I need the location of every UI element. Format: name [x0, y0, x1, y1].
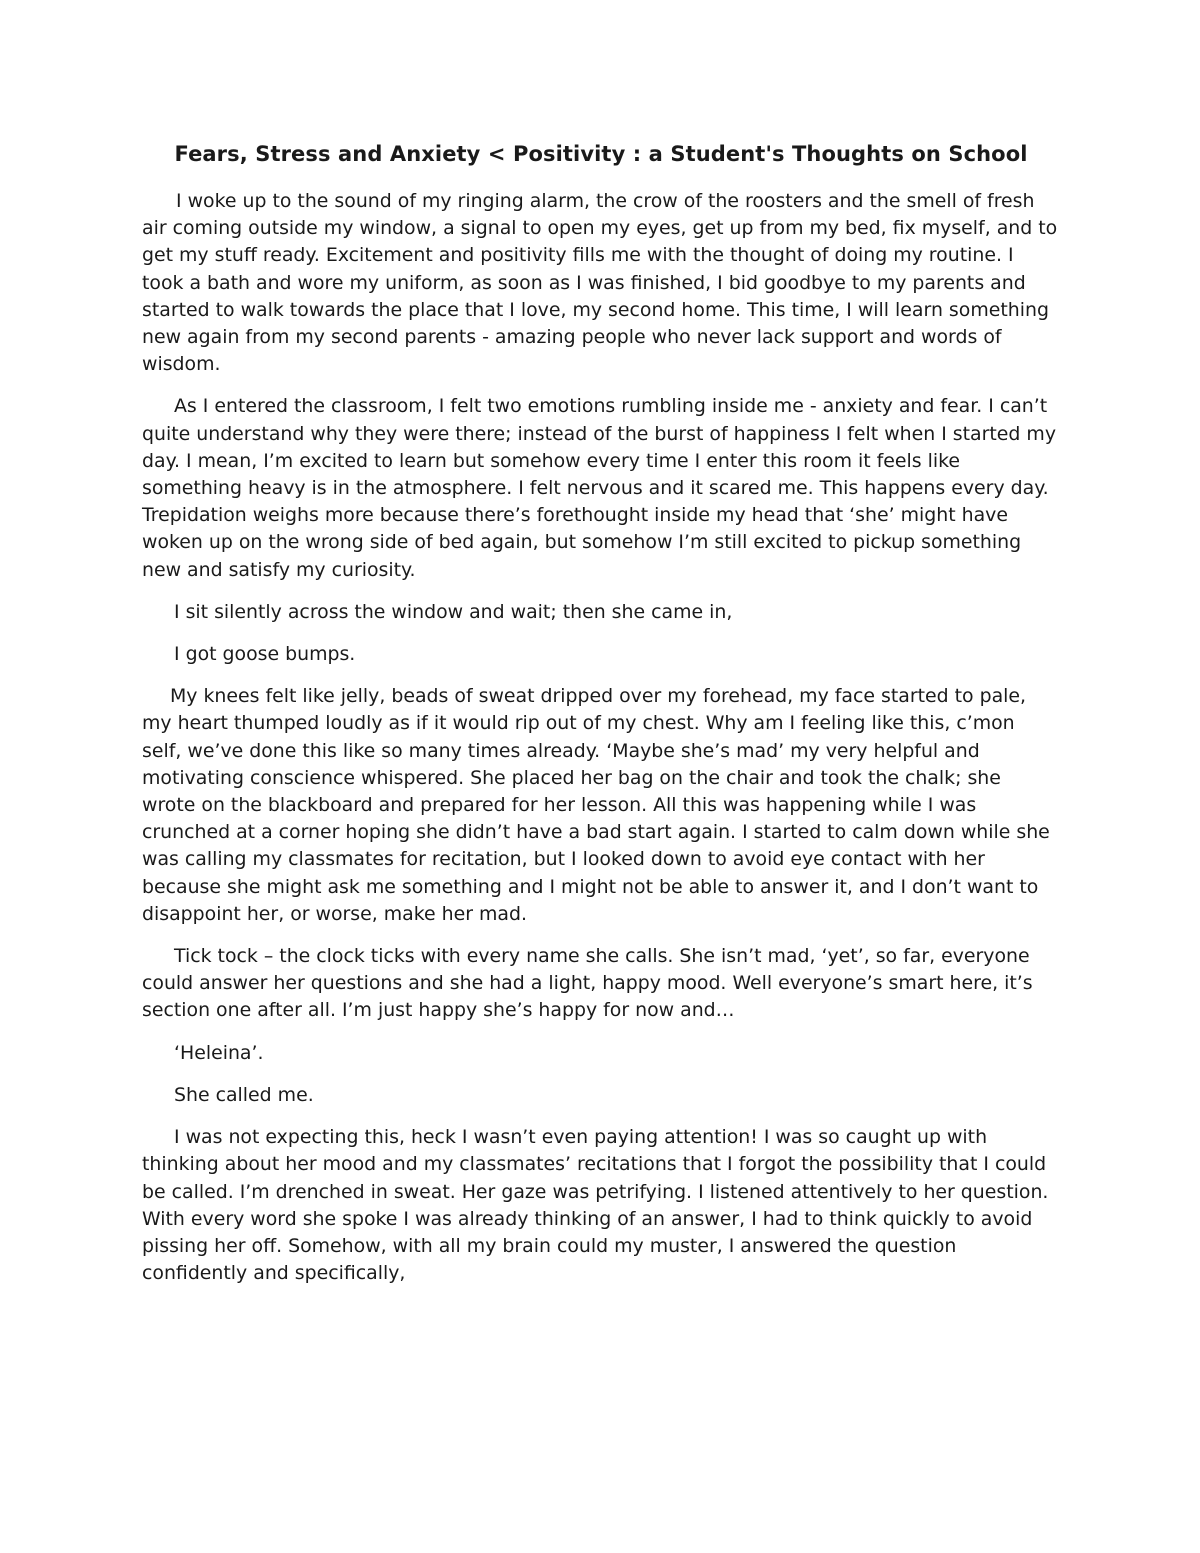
paragraph-9: I was not expecting this, heck I wasn’t even paying attention! I was so caught up with thinking about her mood and my classmates’ recitations that I forgot the possibility that I could be called. I’m drenched in sweat. Her gaze was petrifying. I listened attentively to her question. With every word she spoke I was already thinking of an answer, I had to think quickly to avoid pissing her off. Somehow, with all my brain could my muster, I answered the question confidently and specifically, [142, 1126, 1049, 1285]
paragraph-3: I sit silently across the window and wait; then she came in, [174, 600, 733, 623]
paragraph-6: Tick tock – the clock ticks with every name she calls. She isn’t mad, ‘yet’, so far, everyone could answer her questions and she had a light, happy mood. Well everyone’s smart here, it’s section one after all. I’m just happy she’s happy for now and… [142, 945, 1033, 1022]
paragraph-1: I woke up to the sound of my ringing alarm, the crow of the roosters and the smell of fresh air coming outside my window, a signal to open my eyes, get up from my bed, fix myself, and to get my stuff ready. Excitement and positivity fills me with the thought of doing my routine. I took a bath and wore my uniform, as soon as I was finished, I bid goodbye to my parents and started to walk towards the place that I love, my second home. This time, I will learn something new again from my second parents - amazing people who never lack support and words of wisdom. [142, 190, 1058, 376]
document-page [142, 140, 1060, 1302]
paragraph-5: My knees felt like jelly, beads of sweat dripped over my forehead, my face started to pale, my heart thumped loudly as if it would rip out of my chest. Why am I feeling like this, c’mon self, we’ve done this like so many times already. ‘Maybe she’s mad’ my very helpful and motivating conscience whispered. She placed her bag on the chair and took the chalk; she wrote on the blackboard and prepared for her lesson. All this was happening while I was crunched at a corner hoping she didn’t have a bad start again. I started to calm down while she was calling my classmates for recitation, but I looked down to avoid eye contact with her because she might ask me something and I might not be able to answer it, and I don’t want to disappoint her, or worse, make her mad. [142, 685, 1050, 925]
paragraph-8: She called me. [174, 1083, 314, 1106]
paragraph-4: I got goose bumps. [174, 643, 356, 666]
paragraph-2: As I entered the classroom, I felt two emotions rumbling inside me - anxiety and fear. I can’t quite understand why they were there; instead of the burst of happiness I felt when I started my day. I mean, I’m excited to learn but somehow every time I enter this room it feels like something heavy is in the atmosphere. I felt nervous and it scared me. This happens every day. Trepidation weighs more because there’s forethought inside my head that ‘she’ might have woken up on the wrong side of bed again, but somehow I’m still excited to pickup something new and satisfy my curiosity. [142, 395, 1056, 581]
document-title: Fears, Stress and Anxiety < Positivity : a Student's Thoughts on School [174, 142, 1028, 166]
paragraph-7: ‘Heleina’. [174, 1041, 264, 1064]
